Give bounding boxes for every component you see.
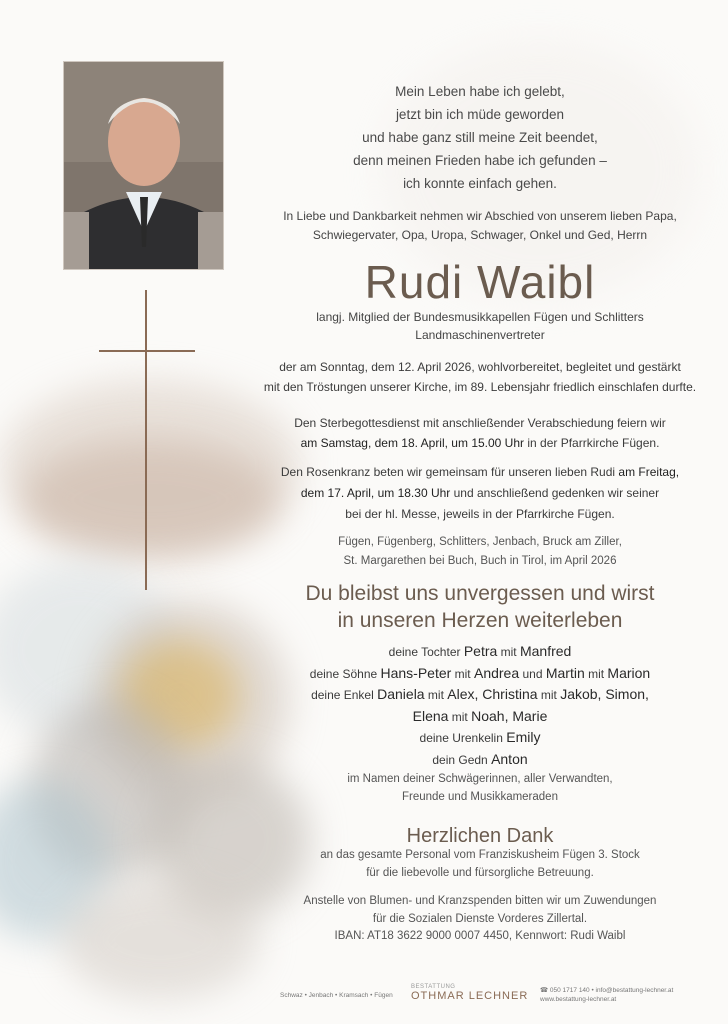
relatives-line: Freunde und Musikkameraden xyxy=(402,791,558,803)
place-date xyxy=(250,533,710,571)
family-grandchildren-2 xyxy=(250,706,710,728)
deceased-name: Rudi Waibl xyxy=(364,256,596,308)
poem-line: Mein Leben habe ich gelebt, xyxy=(395,84,565,99)
family-name: Martin xyxy=(545,664,585,681)
poem xyxy=(250,80,710,195)
death-line: mit den Tröstungen unserer Kirche, im 89. Lebensjahr friedlich einschlafen durfte. xyxy=(263,380,697,394)
family-conj: mit xyxy=(497,645,520,659)
family-conj: mit xyxy=(451,666,474,681)
death-line: der am Sonntag, dem 12. April 2026, wohlvorbereitet, begleitet und gestärkt xyxy=(279,360,681,374)
family-name: Jakob, Simon, xyxy=(560,686,649,702)
donation-line: Anstelle von Blumen- und Kranzspenden bitten wir um Zuwendungen xyxy=(303,895,657,907)
family-label: deine Urenkelin xyxy=(419,731,507,745)
footer-phone: ☎ 050 1717 140 • info@bestattung-lechner.at xyxy=(540,987,674,994)
thanks-line: an das gesamte Personal vom Franziskusheim Fügen 3. Stock xyxy=(320,849,640,861)
rosary-line xyxy=(250,462,710,483)
family-name: Elena xyxy=(412,707,449,724)
family-label: deine Enkel xyxy=(311,688,378,702)
rosary-text: Den Rosenkranz beten wir gemeinsam für unseren lieben Rudi xyxy=(280,465,619,479)
cross-horizontal xyxy=(99,350,195,352)
footer-locations: Schwaz • Jenbach • Kramsach • Fügen xyxy=(280,992,393,999)
role-line: langj. Mitglied der Bundesmusikkapellen Fügen und Schlitters xyxy=(316,310,644,324)
motto-line: in unseren Herzen weiterleben xyxy=(337,609,623,632)
thanks-line: für die liebevolle und fürsorgliche Betreuung. xyxy=(366,866,594,879)
portrait-photo xyxy=(63,61,224,270)
rosary-day: am Freitag, xyxy=(618,465,680,479)
cross-vertical xyxy=(145,290,147,590)
rosary-date: dem 17. April, um 18.30 Uhr xyxy=(300,486,451,500)
place-line: Fügen, Fügenberg, Schlitters, Jenbach, Bruck am Ziller, xyxy=(338,536,622,548)
intro-line: Schwiegervater, Opa, Uropa, Schwager, Onkel und Ged, Herrn xyxy=(312,227,648,242)
intro-text xyxy=(250,207,710,244)
family-conj: mit xyxy=(537,688,561,702)
family-name: Emily xyxy=(506,729,541,745)
logo-main-text: OTHMAR LECHNER xyxy=(411,990,529,1002)
thanks-title: Herzlichen Dank xyxy=(406,825,554,847)
poem-line: denn meinen Frieden habe ich gefunden – xyxy=(353,153,607,168)
family-great-grandchild xyxy=(250,727,710,749)
family-conj: und xyxy=(519,666,546,681)
donation-line: IBAN: AT18 3622 9000 0007 4450, Kennwort: Rudi Waibl xyxy=(334,930,626,942)
family-name: Alex, Christina xyxy=(447,686,538,702)
portrait-illustration xyxy=(64,62,223,269)
rosary-line xyxy=(250,483,710,504)
motto xyxy=(250,580,710,634)
family-godchild xyxy=(250,749,710,771)
footer xyxy=(280,984,690,1008)
footer-website[interactable]: www.bestattung-lechner.at xyxy=(540,996,617,1003)
service-line: Den Sterbegottesdienst mit anschließender Verabschiedung feiern wir xyxy=(294,416,666,430)
footer-contact xyxy=(540,986,673,1004)
service-date: am Samstag, dem 18. April, um 15.00 Uhr xyxy=(300,436,525,450)
place-line: St. Margarethen bei Buch, Buch in Tirol, im April 2026 xyxy=(343,555,617,567)
relatives-text xyxy=(250,770,710,806)
relatives-line: im Namen deiner Schwägerinnen, aller Verwandten, xyxy=(347,773,613,785)
family-name: Noah, Marie xyxy=(471,707,548,724)
intro-line: In Liebe und Dankbarkeit nehmen wir Abschied von unserem lieben Papa, xyxy=(283,209,677,223)
logo-small-text: BESTATTUNG xyxy=(411,984,456,990)
donation-line: für die Sozialen Dienste Vorderes Zillertal. xyxy=(372,912,588,925)
poem-line: und habe ganz still meine Zeit beendet, xyxy=(362,130,598,145)
motto-line: Du bleibst uns unvergessen und wirst xyxy=(305,582,655,605)
donation-text xyxy=(250,893,710,946)
family-name: Anton xyxy=(491,750,528,767)
family-label: deine Tochter xyxy=(388,645,464,659)
service-place: in der Pfarrkirche Fügen. xyxy=(524,436,660,450)
rosary-notice xyxy=(250,462,710,525)
deceased-role xyxy=(250,309,710,344)
family-name: Manfred xyxy=(519,643,572,659)
death-notice xyxy=(250,357,710,397)
family-name: Daniela xyxy=(377,686,425,702)
family-name: Marion xyxy=(607,664,651,681)
poem-line: ich konnte einfach gehen. xyxy=(403,176,557,191)
role-line: Landmaschinenvertreter xyxy=(415,327,545,342)
funeral-service xyxy=(250,413,710,453)
funeral-home-logo xyxy=(411,984,528,1002)
rosary-line: bei der hl. Messe, jeweils in der Pfarrkirche Fügen. xyxy=(345,507,615,521)
family-grandchildren xyxy=(250,684,710,706)
family-conj: mit xyxy=(584,666,608,681)
thanks-text xyxy=(250,847,710,882)
service-line xyxy=(250,433,710,453)
family-name: Petra xyxy=(463,643,498,659)
family-label: dein Gedn xyxy=(432,752,492,767)
family-sons xyxy=(250,663,710,685)
family-list xyxy=(250,641,710,770)
family-name: Andrea xyxy=(473,664,520,681)
family-daughter xyxy=(250,641,710,663)
poem-line: jetzt bin ich müde geworden xyxy=(395,107,565,122)
family-name: Hans-Peter xyxy=(380,664,452,681)
family-conj: mit xyxy=(424,688,448,702)
family-conj: mit xyxy=(448,709,472,724)
family-label: deine Söhne xyxy=(309,666,381,681)
rosary-text: und anschließend gedenken wir seiner xyxy=(450,486,660,500)
